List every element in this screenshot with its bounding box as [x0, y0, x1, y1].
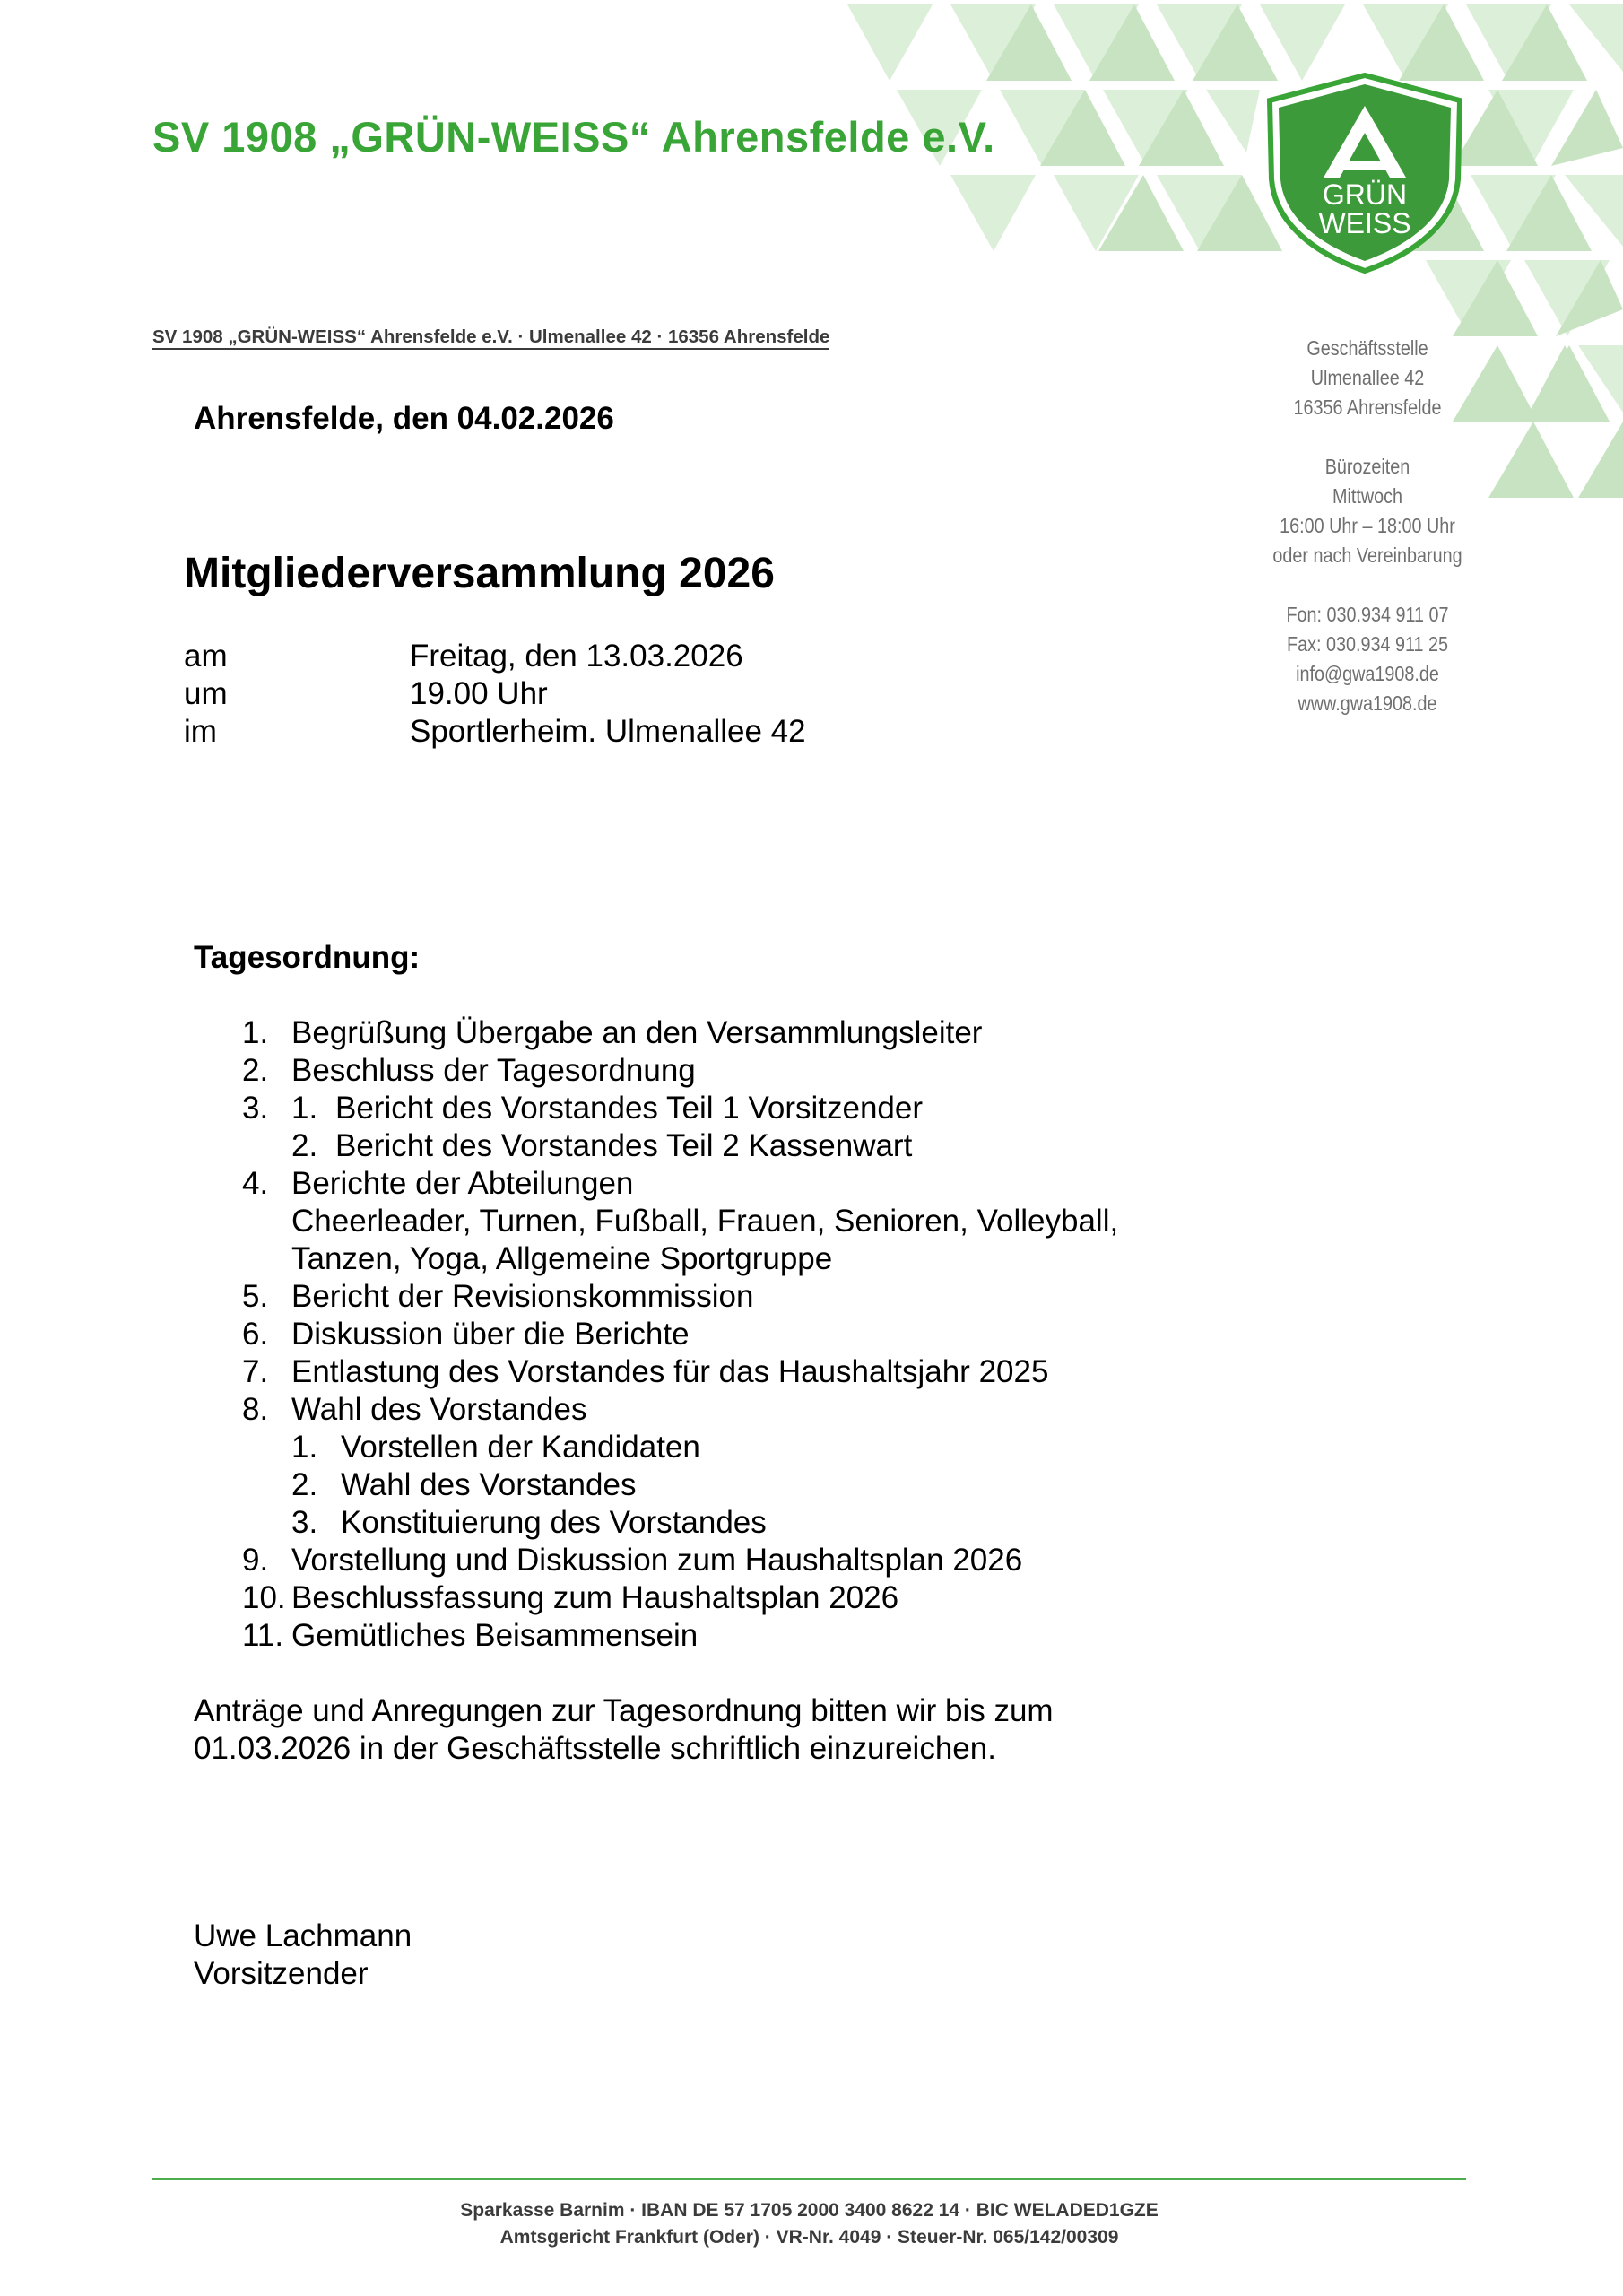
agenda-item — [194, 1353, 1252, 1391]
agenda-subtext: Bericht des Vorstandes Teil 1 Vorsitzender — [335, 1091, 924, 1126]
agenda-number: 2. — [242, 1053, 269, 1088]
club-name-heading: SV 1908 „GRÜN-WEISS“ Ahrensfelde e.V. — [152, 113, 995, 161]
meta-key: im — [184, 714, 217, 749]
departments-line: Cheerleader, Turnen, Fußball, Frauen, Senioren, Volleyball, — [291, 1204, 1119, 1239]
agenda-subtext: Bericht des Vorstandes Teil 2 Kassenwart — [335, 1128, 913, 1163]
fax-line: Fax: 030.934 911 25 — [1286, 632, 1448, 656]
office-line: Geschäftsstelle — [1306, 336, 1428, 360]
agenda-item — [194, 1165, 1252, 1203]
agenda-number: 4. — [242, 1166, 269, 1201]
hours-line: Mittwoch — [1332, 484, 1403, 508]
office-line: Ulmenallee 42 — [1310, 366, 1425, 389]
agenda-subnumber: 2. — [291, 1128, 318, 1163]
note-line: Anträge und Anregungen zur Tagesordnung bitten wir bis zum — [194, 1693, 1054, 1728]
agenda-subtext: Wahl des Vorstandes — [341, 1467, 637, 1502]
agenda-subitem — [194, 1429, 1252, 1466]
agenda-number: 7. — [242, 1354, 269, 1389]
agenda-continuation — [194, 1240, 1252, 1278]
agenda-subnumber: 3. — [291, 1505, 318, 1540]
note-line: 01.03.2026 in der Geschäftsstelle schriftlich einzureichen. — [194, 1731, 996, 1766]
agenda-number: 3. — [242, 1091, 269, 1126]
website-link[interactable]: www.gwa1908.de — [1298, 691, 1437, 715]
agenda-item — [194, 1617, 1252, 1655]
agenda-item — [194, 1542, 1252, 1579]
agenda-number: 8. — [242, 1392, 269, 1427]
meta-value: 19.00 Uhr — [410, 676, 548, 711]
agenda-text: Vorstellung und Diskussion zum Haushaltsplan 2026 — [291, 1543, 1023, 1578]
agenda-number: 6. — [242, 1317, 269, 1352]
agenda-subnumber: 1. — [291, 1091, 318, 1126]
signature-block — [194, 1918, 412, 1993]
office-line: 16356 Ahrensfelde — [1293, 396, 1442, 419]
agenda-number: 11. — [242, 1618, 284, 1653]
agenda-number: 5. — [242, 1279, 269, 1314]
hours-line: Bürozeiten — [1324, 455, 1410, 478]
agenda-subtext: Vorstellen der Kandidaten — [341, 1430, 700, 1465]
agenda-text: Bericht der Revisionskommission — [291, 1279, 754, 1314]
logo-text-line2: WEISS — [1318, 207, 1411, 239]
place-date-line: Ahrensfelde, den 04.02.2026 — [194, 401, 614, 436]
agenda-number: 10. — [242, 1580, 286, 1615]
agenda-subnumber: 1. — [291, 1430, 318, 1465]
agenda-text: Diskussion über die Berichte — [291, 1317, 690, 1352]
logo-text-line1: GRÜN — [1322, 178, 1408, 211]
agenda-text: Beschluss der Tagesordnung — [291, 1053, 696, 1088]
contact-block — [1255, 600, 1479, 718]
agenda-title: Tagesordnung: — [194, 940, 421, 975]
agenda-text: Wahl des Vorstandes — [291, 1392, 587, 1427]
agenda-item — [194, 1090, 1252, 1127]
footer-line: Sparkasse Barnim · IBAN DE 57 1705 2000 3400 8622 14 · BIC WELADED1GZE — [460, 2200, 1159, 2221]
agenda-subitem — [194, 1466, 1252, 1504]
agenda-item — [194, 1316, 1252, 1353]
footer-divider — [152, 2178, 1466, 2180]
letter-heading: Mitgliederversammlung 2026 — [184, 550, 775, 597]
agenda-item — [194, 1052, 1252, 1090]
agenda-item — [194, 1278, 1252, 1316]
signatory-role: Vorsitzender — [194, 1956, 369, 1991]
signatory-name: Uwe Lachmann — [194, 1918, 412, 1953]
office-hours-block — [1255, 452, 1479, 570]
submission-note — [194, 1692, 1054, 1768]
agenda-text: Beschlussfassung zum Haushaltsplan 2026 — [291, 1580, 899, 1615]
agenda-text: Entlastung des Vorstandes für das Haushaltsjahr 2025 — [291, 1354, 1049, 1389]
agenda-item — [194, 1014, 1252, 1052]
agenda-item — [194, 1579, 1252, 1617]
meta-key: um — [184, 676, 228, 711]
return-address-line: SV 1908 „GRÜN-WEISS“ Ahrensfelde e.V. · Ulmenallee 42 · 16356 Ahrensfelde — [152, 327, 829, 350]
email-link[interactable]: info@gwa1908.de — [1296, 662, 1439, 685]
footer-bank-details — [152, 2197, 1466, 2251]
agenda-subitem — [194, 1504, 1252, 1542]
hours-line: 16:00 Uhr – 18:00 Uhr — [1280, 514, 1455, 537]
departments-line: Tanzen, Yoga, Allgemeine Sportgruppe — [291, 1241, 833, 1276]
agenda-subnumber: 2. — [291, 1467, 318, 1502]
agenda-item — [194, 1391, 1252, 1429]
agenda-list — [194, 1014, 1252, 1655]
agenda-number: 1. — [242, 1015, 269, 1050]
agenda-text: Berichte der Abteilungen — [291, 1166, 634, 1201]
phone-line: Fon: 030.934 911 07 — [1286, 603, 1449, 626]
footer-line: Amtsgericht Frankfurt (Oder) · VR-Nr. 4049 · Steuer-Nr. 065/142/00309 — [499, 2227, 1119, 2248]
agenda-text: Begrüßung Übergabe an den Versammlungsleiter — [291, 1015, 983, 1050]
agenda-text: Gemütliches Beisammensein — [291, 1618, 699, 1653]
meta-value: Sportlerheim. Ulmenallee 42 — [410, 714, 806, 749]
hours-line: oder nach Vereinbarung — [1272, 544, 1462, 567]
contact-sidebar — [1255, 334, 1479, 748]
meta-key: am — [184, 639, 228, 674]
agenda-continuation — [194, 1203, 1252, 1240]
club-logo-shield — [1264, 72, 1466, 274]
agenda-subtext: Konstituierung des Vorstandes — [341, 1505, 767, 1540]
agenda-subitem — [194, 1127, 1252, 1165]
office-address-block — [1255, 334, 1479, 422]
meta-value: Freitag, den 13.03.2026 — [410, 639, 743, 674]
agenda-number: 9. — [242, 1543, 269, 1578]
